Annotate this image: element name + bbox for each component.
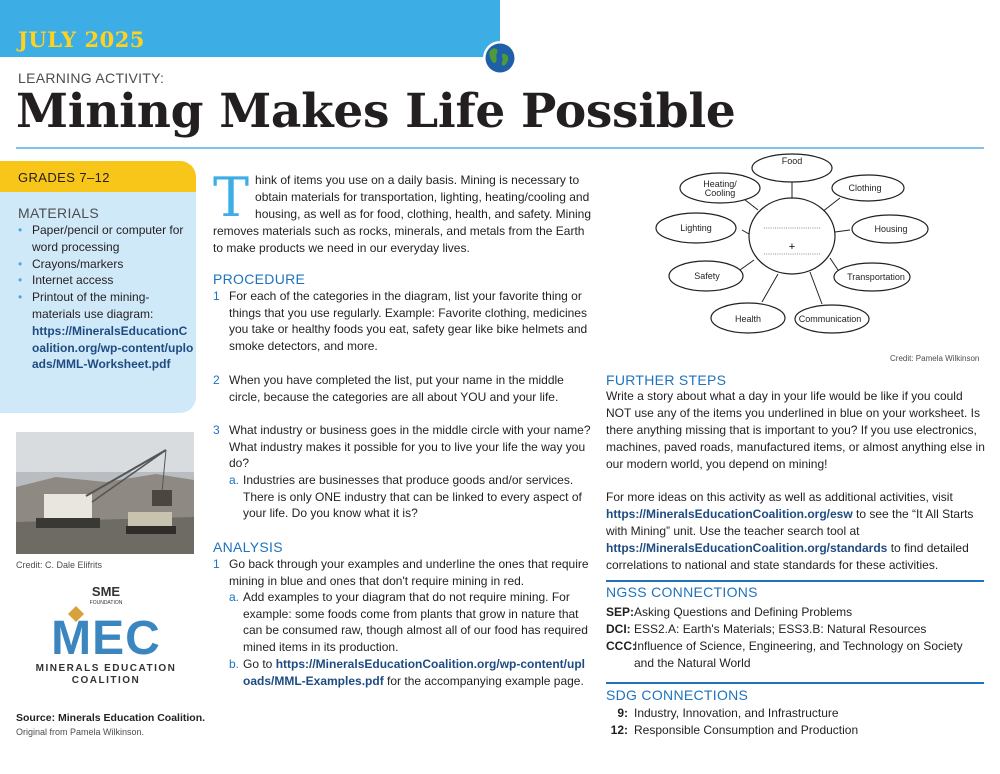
ngss-row: [606, 604, 986, 621]
diagram-node-heating: Heating/: [703, 179, 737, 189]
ngss-row: [606, 638, 986, 672]
logo-sme: SME: [91, 584, 121, 599]
grades-label: GRADES 7–12: [18, 170, 110, 185]
drop-cap: T: [213, 166, 250, 229]
diagram-node-transportation: Transportation: [847, 272, 905, 282]
diagram-credit: Credit: Pamela Wilkinson: [890, 354, 980, 363]
step-number: 1: [213, 557, 220, 571]
diagram-node-food: Food: [781, 156, 803, 166]
materials-heading: MATERIALS: [18, 205, 100, 221]
substep-post: for the accompanying example page.: [383, 673, 584, 688]
step-number: 2: [213, 373, 220, 387]
kicker-label: LEARNING ACTIVITY:: [18, 70, 165, 86]
substep-letter: b.: [229, 657, 240, 671]
ngss-label: SEP:: [606, 605, 635, 619]
procedure-substep: [213, 472, 591, 524]
printout-text: Printout of the mining-materials use diagram:: [32, 290, 154, 321]
analysis-substep: [213, 589, 591, 657]
examples-link[interactable]: https://MineralsEducationCoalition.org/wp-content/uploads/MML-Examples.pdf: [243, 657, 586, 688]
more-ideas-text: [606, 489, 986, 574]
logo-foundation: FOUNDATION: [89, 600, 123, 606]
mec-logo: [16, 584, 194, 688]
analysis-step: [213, 556, 591, 590]
sdg-row: [606, 722, 986, 739]
logo-line2: COALITION: [71, 675, 141, 686]
diagram-node-safety: Safety: [694, 271, 720, 281]
diagram-node-housing: Housing: [874, 224, 908, 234]
categories-diagram: [650, 152, 986, 352]
title-divider: [16, 147, 984, 149]
substep-letter: a.: [229, 590, 240, 604]
mining-shovel-photo: [16, 432, 194, 554]
materials-item: • Internet access: [18, 272, 194, 289]
diagram-node-lighting: Lighting: [680, 223, 712, 233]
sdg-label: 12:: [610, 723, 628, 737]
intro-paragraph: [213, 166, 592, 257]
analysis-heading: ANALYSIS: [213, 539, 283, 555]
sdg-text: Responsible Consumption and Production: [634, 723, 859, 737]
sdg-text: Industry, Innovation, and Infrastructure: [634, 706, 839, 720]
sdg-row: [606, 705, 986, 722]
further-steps-heading: FURTHER STEPS: [606, 372, 727, 388]
globe-icon: [482, 40, 518, 76]
step-text: When you have completed the list, put your name in the middle circle, because the categories are all about YOU and your life.: [229, 373, 564, 404]
step-text: For each of the categories in the diagram, list your favorite thing or things that you use regularly. Example: Favorite clothing, medicines you take or healthy foods you eat, safety gear like bike helmets and smoke detectors, and more.: [229, 289, 588, 354]
ngss-text: Asking Questions and Defining Problems: [634, 605, 853, 619]
step-number: 3: [213, 423, 220, 437]
intro-text: hink of items you use on a daily basis. Mining is necessary to obtain materials for transportation, lighting, heating/cooling and housing, as well as for food, clothing, health, and safety. Mining removes materials such as rocks, minerals, and metals from the Earth to make products we need in our everyday lives.: [213, 173, 592, 255]
sdg-label: 9:: [617, 706, 628, 720]
substep-pre: Go to: [243, 657, 276, 671]
step-number: 1: [213, 289, 220, 303]
diagram-node-health: Health: [734, 314, 762, 324]
esw-link[interactable]: https://MineralsEducationCoalition.org/esw: [606, 507, 853, 521]
substep-text: Industries are businesses that produce goods and/or services. There is only ONE industry that can be linked to every aspect of your life. Do you know what it is?: [243, 473, 582, 521]
more-mid: to see the “It All Starts with Mining” unit. Use the teacher search tool at: [606, 507, 974, 538]
ngss-text: Influence of Science, Engineering, and Technology on Society and the Natural World: [634, 639, 963, 670]
procedure-step: [213, 422, 591, 474]
ngss-text: ESS2.A: Earth's Materials; ESS3.B: Natural Resources: [634, 622, 927, 636]
ngss-row: [606, 621, 986, 638]
diagram-node-communication: Communication: [798, 314, 862, 324]
diagram-node-clothing: Clothing: [848, 183, 882, 193]
page-title: Mining Makes Life Possible: [16, 84, 736, 139]
procedure-step: [213, 372, 591, 408]
step-text: Go back through your examples and underline the ones that require mining in blue and ones that don't require mining in red.: [229, 557, 589, 588]
step-text: What industry or business goes in the middle circle with your name? What industry makes it possible for you to live your life the way you do?: [229, 423, 591, 471]
materials-item: • Crayons/markers: [18, 256, 194, 273]
photo-credit: Credit: C. Dale Elifrits: [16, 560, 103, 570]
substep-text: [243, 656, 591, 689]
diagram-center-plus: +: [788, 241, 796, 253]
ngss-label: DCI:: [606, 622, 631, 636]
ngss-heading: NGSS CONNECTIONS: [606, 584, 758, 600]
source-line: Source: Minerals Education Coalition.: [16, 712, 206, 724]
more-pre: For more ideas on this activity as well as additional activities, visit: [606, 490, 953, 504]
worksheet-link[interactable]: https://MineralsEducationCoalition.org/wp-content/uploads/MML-Worksheet.pdf: [32, 323, 194, 372]
procedure-step: [213, 288, 591, 358]
diagram-node-cooling: Cooling: [704, 188, 736, 198]
materials-item: [18, 289, 194, 373]
ngss-label: CCC:: [606, 639, 636, 653]
analysis-substep: [213, 656, 591, 708]
logo-line1: MINERALS EDUCATION: [35, 663, 177, 674]
substep-letter: a.: [229, 473, 240, 487]
further-steps-text: Write a story about what a day in your life would be like if you could NOT use any of the items you underlined in blue on your worksheet. Is there anything missing that is important to you? If you use electronics, machines, paved roads, manufactured items, or almost anything else in our modern world, you depend on mining!: [606, 389, 985, 471]
sdg-heading: SDG CONNECTIONS: [606, 687, 749, 703]
logo-mec: MEC: [51, 612, 161, 665]
materials-list: [18, 222, 194, 373]
sdg-divider: [606, 682, 984, 684]
standards-link[interactable]: https://MineralsEducationCoalition.org/standards: [606, 541, 888, 555]
more-post: to find detailed correlations to national and state standards for these activities.: [606, 541, 969, 572]
ngss-divider: [606, 580, 984, 582]
procedure-heading: PROCEDURE: [213, 271, 306, 287]
substep-text: Add examples to your diagram that do not require mining. For example: some foods come from plants that grow in nature that can be consumed raw, though almost all of our food has required mined items in its production.: [243, 590, 588, 655]
materials-item: • Paper/pencil or computer for word processing: [18, 222, 194, 256]
original-credit: Original from Pamela Wilkinson.: [16, 727, 145, 737]
issue-date: JULY 2025: [18, 27, 145, 52]
mec-logo-mark: [16, 584, 194, 688]
